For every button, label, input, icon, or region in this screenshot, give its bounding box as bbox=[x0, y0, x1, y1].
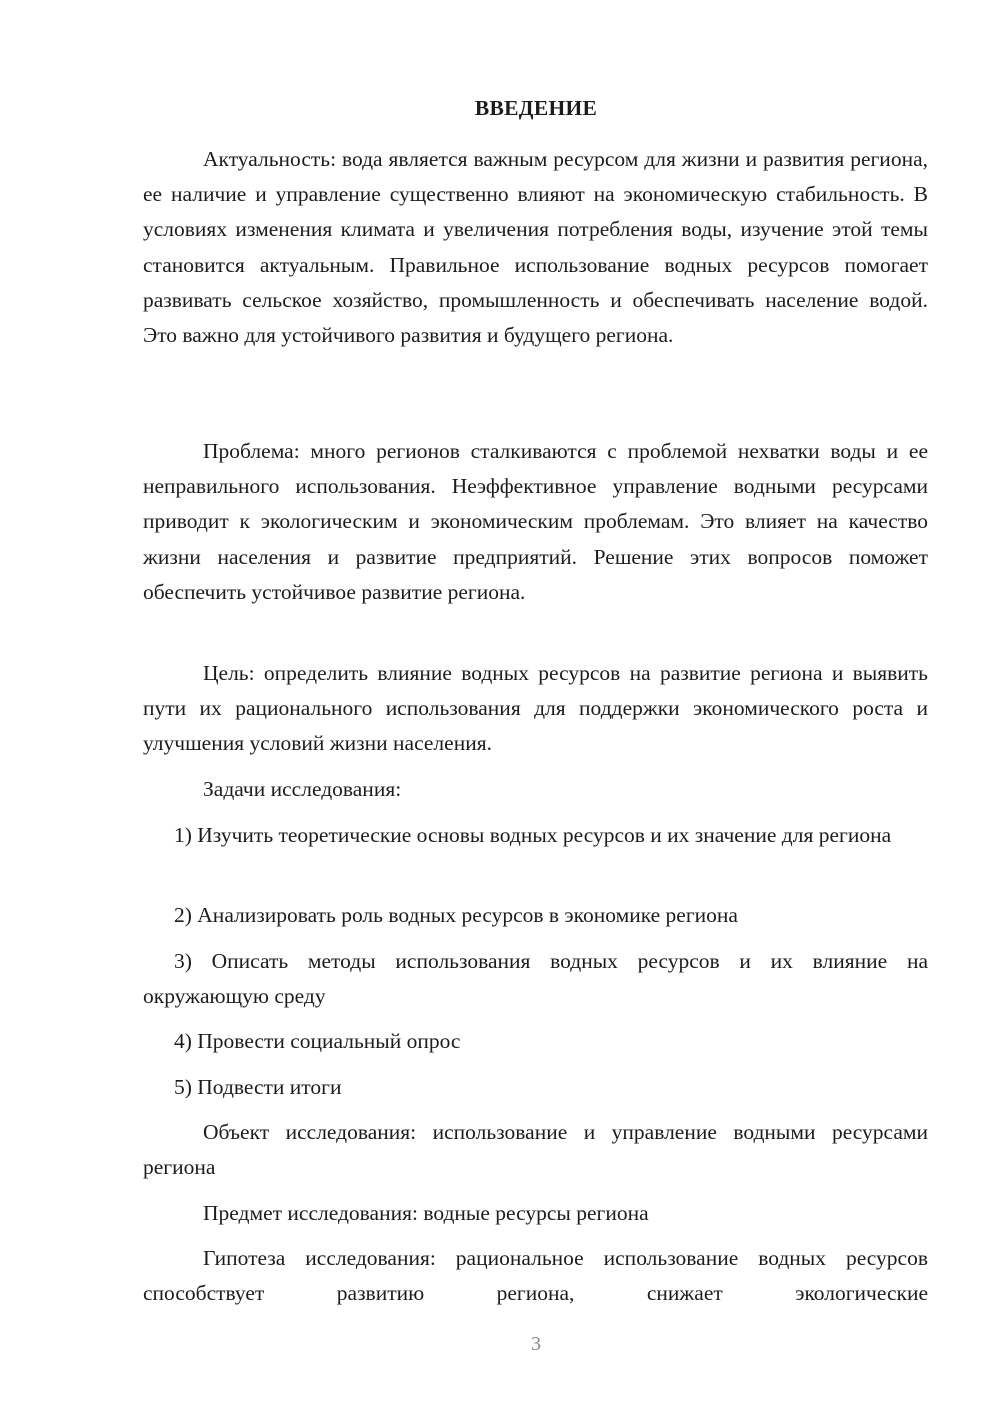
task-item-5: 5) Подвести итоги bbox=[174, 1075, 342, 1099]
task-item-2: 2) Анализировать роль водных ресурсов в экономике региона bbox=[174, 903, 738, 927]
paragraph-hypothesis: Гипотеза исследования: рациональное использование водных ресурсов способствует развитию региона, снижает экологические bbox=[143, 1246, 928, 1306]
paragraph-problem: Проблема: много регионов сталкиваются с проблемой нехватки воды и ее неправильного использования. Неэффективное управление водными ресурсами приводит к экологическим и экономическим проблемам. Это влияет на качество жизни населения и развитие предприятий. Решение этих вопросов поможет обеспечить устойчивое развитие региона. bbox=[143, 439, 928, 604]
task-item-1: 1) Изучить теоретические основы водных ресурсов и их значение для региона bbox=[174, 823, 892, 847]
paragraph-object: Объект исследования: использование и управление водными ресурсами региона bbox=[143, 1120, 928, 1180]
task-item-4: 4) Провести социальный опрос bbox=[174, 1029, 461, 1053]
page-title: ВВЕДЕНИЕ bbox=[474, 96, 598, 120]
paragraph-relevance: Актуальность: вода является важным ресурсом для жизни и развития региона, ее наличие и управление существенно влияют на экономическую стабильность. В условиях изменения климата и увеличения потребления воды, изучение этой темы становится актуальным. Правильное использование водных ресурсов помогает развивать сельское хозяйство, промышленность и обеспечивать население водой. Это важно для устойчивого развития и будущего региона. bbox=[143, 147, 928, 348]
page-number: 3 bbox=[531, 1333, 541, 1355]
task-item-3: 3) Описать методы использования водных ресурсов и их влияние на окружающую среду bbox=[143, 949, 928, 1009]
paragraph-subject: Предмет исследования: водные ресурсы региона bbox=[203, 1201, 649, 1225]
paragraph-goal: Цель: определить влияние водных ресурсов на развитие региона и выявить пути их рационального использования для поддержки экономического роста и улучшения условий жизни населения. bbox=[143, 661, 928, 756]
tasks-heading: Задачи исследования: bbox=[203, 777, 402, 801]
